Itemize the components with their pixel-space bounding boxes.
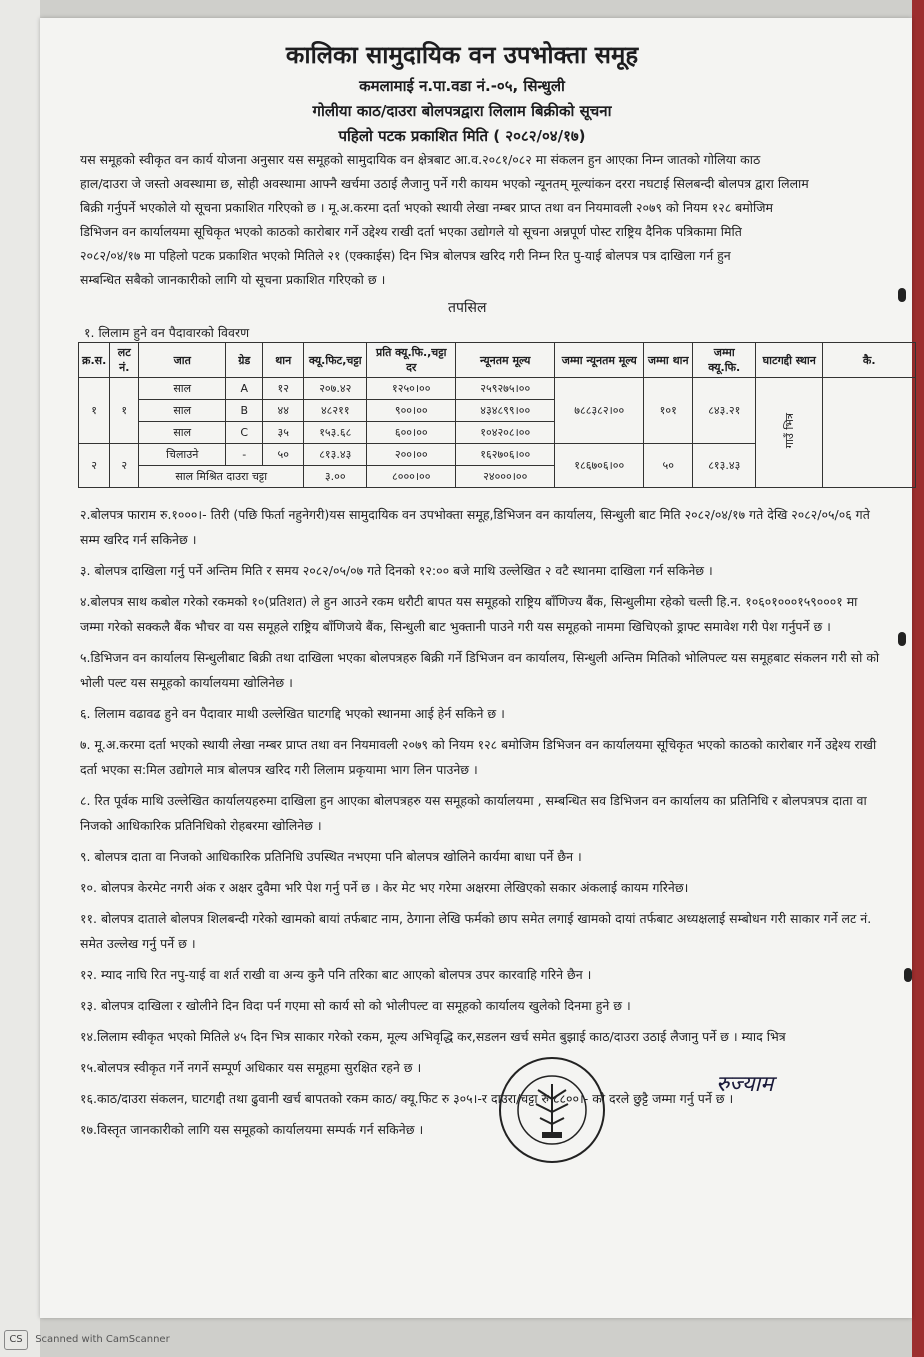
notice-title: गोलीया काठ/दाउरा बोलपत्रद्वारा लिलाम बिक्रीको सूचना	[312, 102, 612, 120]
cell-sn: १	[79, 378, 110, 444]
cell-min-price: २४०००।००	[456, 466, 555, 488]
col-species: जात	[139, 343, 226, 378]
col-grade: ग्रेड	[226, 343, 263, 378]
cell-than: ३५	[263, 422, 304, 444]
condition-item: १३. बोलपत्र दाखिला र खोलीने दिन विदा पर्न गएमा सो कार्य सो को भोलीपल्ट वा समूहको कार्यालय खुलेको दिनमा हुने छ ।	[80, 998, 631, 1013]
publish-date: पहिलो पटक प्रकाशित मिति ( २०८२/०४/१७)	[338, 127, 586, 145]
cell-total-cft: ८१३.४३	[693, 444, 756, 488]
scan-mark	[898, 632, 906, 646]
cell-min-price: १६२७०६।००	[456, 444, 555, 466]
col-remarks: कै.	[823, 343, 916, 378]
table-header-row	[79, 343, 916, 378]
condition-item: १४.लिलाम स्वीकृत भएको मितिले ४५ दिन भित्र साकार गरेको रकम, मूल्य अभिवृद्धि कर,सडलन खर्च समेत बुझाई काठ/दाउरा उठाई लैजानु पर्ने छ । म्याद भित्र	[80, 1029, 786, 1044]
col-cft: क्यू.फिट,चट्टा	[304, 343, 367, 378]
cell-total-min: ७८८३८२।००	[555, 378, 644, 444]
intro-line: २०८२/०४/१७ मा पहिलो पटक प्रकाशित भएको मितिले २१ (एक्काईस) दिन भित्र बोलपत्र खरिद गरी निम्न रित पु-याई बोलपत्र पत्र दाखिला गर्न हुन	[80, 248, 731, 263]
intro-paragraph	[80, 148, 880, 292]
cell-than: १२	[263, 378, 304, 400]
cell-cft: २०७.४२	[304, 378, 367, 400]
scan-left-edge	[0, 0, 40, 1357]
col-than: थान	[263, 343, 304, 378]
condition-item: ४.बोलपत्र साथ कबोल गरेको रकमको १०(प्रतिशत) ले हुन आउने रकम धरौटी बापत यस समूहको राष्ट्रिय बाँणिज्य बैंक, सिन्धुलीमा रहेको चल्ती हि.न. १०६०१०००१५९०००१ मा जम्मा गरेको सक्कलै बैंक भौचर वा यस समूहले राष्ट्रिय बाँणिजये बैंक, सिन्धुली बाट भुक्तानी पाउने गरी यस समूहको नाममा खिचिएको ड्राफ्ट समावेश गरी पेश गर्नुपर्ने छ ।	[80, 594, 858, 634]
org-address: कमलामाई न.पा.वडा नं.-०५, सिन्धुली	[359, 77, 565, 95]
condition-item: ३. बोलपत्र दाखिला गर्नु पर्ने अन्तिम मिति र समय २०८२/०५/०७ गते दिनको १२:०० बजे माथि उल्लेखित २ वटै स्थानमा दाखिला गर्न सकिनेछ ।	[80, 563, 713, 578]
table-row	[79, 378, 916, 400]
cell-species: साल	[139, 400, 226, 422]
scan-right-edge	[912, 0, 924, 1357]
condition-item: १५.बोलपत्र स्वीकृत गर्ने नगर्ने सम्पूर्ण अधिकार यस समूहमा सुरक्षित रहने छ ।	[80, 1060, 422, 1075]
cell-species: साल	[139, 422, 226, 444]
cell-depot	[756, 378, 823, 488]
intro-line: यस समूहको स्वीकृत वन कार्य योजना अनुसार यस समूहको सामुदायिक वन क्षेत्रबाट आ.व.२०८१/०८२ मा संकलन हुन आएका निम्न जातको गोलिया काठ	[80, 152, 761, 167]
tapsil-heading: तपसिल	[448, 300, 487, 316]
cell-total-than: ५०	[644, 444, 693, 488]
cell-lot: १	[110, 378, 139, 444]
cell-species: चिलाउने	[139, 444, 226, 466]
cell-grade: -	[226, 444, 263, 466]
scanner-footer	[4, 1330, 170, 1350]
cell-total-than: १०१	[644, 378, 693, 444]
intro-line: डिभिजन वन कार्यालयमा सूचिकृत भएको काठको कारोबार गर्ने उद्देश्य राखी दर्ता भएका उद्योगले यो सूचना अन्नपूर्ण पोस्ट राष्ट्रिय दैनिक पत्रिकामा मिति	[80, 224, 742, 239]
col-total-min: जम्मा न्यूनतम मूल्य	[555, 343, 644, 378]
scanner-footer-text: Scanned with CamScanner	[35, 1334, 170, 1345]
signature: रुज्याम	[716, 1072, 774, 1097]
cell-rate: २००।००	[367, 444, 456, 466]
condition-item: १७.विस्तृत जानकारीको लागि यस समूहको कार्यालयमा सम्पर्क गर्न सकिनेछ ।	[80, 1122, 424, 1137]
condition-item: २.बोलपत्र फाराम रु.१०००।- तिरी (पछि फिर्ता नहुनेगरी)यस सामुदायिक वन उपभोक्ता समूह,डिभिजन वन कार्यालय, सिन्धुली बाट मिति २०८२/०४/१७ गते देखि २०८२/०५/०६ गते सम्म खरिद गर्न सकिनेछ ।	[80, 507, 870, 547]
intro-line: हाल/दाउरा जे जस्तो अवस्थामा छ, सोही अवस्थामा आफ्नै खर्चमा उठाई लैजानु पर्ने गरी कायम भएको न्यूनतम् मूल्यांकन दररा नघटाई सिलबन्दी बोलपत्र द्वारा लिलाम	[80, 176, 809, 191]
cell-cft: ४८२११	[304, 400, 367, 422]
cell-rate: १२५०।००	[367, 378, 456, 400]
condition-item: ५.डिभिजन वन कार्यालय सिन्धुलीबाट बिक्री तथा दाखिला भएका बोलपत्रहरु बिक्री गर्ने डिभिजन वन कार्यालय, सिन्धुली अन्तिम मितिको भोलिपल्ट यस समूहबाट संकलन गरी सो को भोली पल्ट यस समूहको कार्यालयमा खोलिनेछ ।	[80, 650, 880, 690]
col-total-cft: जम्मा क्यू.फि.	[693, 343, 756, 378]
organization-seal-icon	[496, 1054, 608, 1166]
condition-item: १२. म्याद नाघि रित नपु-याई वा शर्त राखी वा अन्य कुनै पनि तरिका बाट आएको बोलपत्र उपर कारवाहि गरिने छैन ।	[80, 967, 592, 982]
cell-species: साल	[139, 378, 226, 400]
condition-item: ११. बोलपत्र दाताले बोलपत्र शिलबन्दी गरेको खामको बायां तर्फबाट नाम, ठेगाना लेखि फर्मको छाप समेत लगाई खामको दायां तर्फबाट अध्यक्षलाई सम्बोधन गरी साकार गर्ने लट नं. समेत उल्लेख गर्नु पर्ने छ ।	[80, 911, 872, 951]
scan-mark	[904, 968, 912, 982]
condition-item: १०. बोलपत्र केरमेट नगरी अंक र अक्षर दुवैमा भरि पेश गर्नु पर्ने छ । केर मेट भए गरेमा अक्षरमा लेखिएको सकार अंकलाई कायम गरिनेछ।	[80, 880, 689, 895]
cell-species: साल मिश्रित दाउरा चट्टा	[139, 466, 304, 488]
cell-sn: २	[79, 444, 110, 488]
cell-cft: ८१३.४३	[304, 444, 367, 466]
cell-min-price: १०४२०८।००	[456, 422, 555, 444]
cell-rate: ८०००।००	[367, 466, 456, 488]
col-lot: लट नं.	[110, 343, 139, 378]
condition-item: ७. मू.अ.करमा दर्ता भएको स्थायी लेखा नम्बर प्राप्त तथा वन नियमावली २०७९ को नियम १२८ बमोजिम डिभिजन वन कार्यालयमा सूचिकृत भएको काठको कारोबार गर्ने उद्देश्य राखी दर्ता भएका स:मिल उद्योगले मात्र बोलपत्र खरिद गरी लिलाम प्रकृयामा भाग लिन पाउनेछ ।	[80, 737, 877, 777]
lot-table	[78, 342, 916, 488]
depot-value: गाउँ भित्र	[782, 413, 796, 449]
scan-mark	[898, 288, 906, 302]
condition-item: ८. रित पूर्वक माथि उल्लेखित कार्यालयहरुमा दाखिला हुन आएका बोलपत्रहरु यस समूहको कार्यालयमा , सम्बन्धित सव डिभिजन वन कार्यालय का प्रतिनिधि र बोलपत्रपत्र दाता वा निजको आधिकारिक प्रतिनिधिको रोहबरमा खोलिनेछ ।	[80, 793, 867, 833]
cell-than: ४४	[263, 400, 304, 422]
cell-grade: A	[226, 378, 263, 400]
condition-item: ९. बोलपत्र दाता वा निजको आधिकारिक प्रतिनिधि उपस्थित नभएमा पनि बोलपत्र खोलिने कार्यमा बाधा पर्ने छैन ।	[80, 849, 582, 864]
cell-grade: B	[226, 400, 263, 422]
org-name: कालिका सामुदायिक वन उपभोक्ता समूह	[285, 41, 639, 69]
col-sn: क्र.स.	[79, 343, 110, 378]
condition-item: १६.काठ/दाउरा संकलन, घाटगद्दी तथा ढुवानी खर्च बापतको रकम काठ/ क्यू.फिट रु ३०५।-र दाउरा/चट्टा रु ८८००।- को दरले छुट्टै जम्मा गर्नु पर्ने छ ।	[80, 1091, 734, 1106]
camscanner-logo-icon: CS	[4, 1330, 28, 1350]
col-total-than: जम्मा थान	[644, 343, 693, 378]
cell-rate: ९००।००	[367, 400, 456, 422]
cell-min-price: ४३४८९९।००	[456, 400, 555, 422]
cell-rate: ६००।००	[367, 422, 456, 444]
conditions-list	[80, 502, 885, 1148]
cell-lot: २	[110, 444, 139, 488]
cell-remarks	[823, 378, 916, 488]
cell-cft: ३.००	[304, 466, 367, 488]
cell-total-cft: ८४३.२१	[693, 378, 756, 444]
cell-cft: १५३.६८	[304, 422, 367, 444]
cell-than: ५०	[263, 444, 304, 466]
col-depot: घाटगद्दी स्थान	[756, 343, 823, 378]
cell-min-price: २५९२७५।००	[456, 378, 555, 400]
intro-line: बिक्री गर्नुपर्ने भएकोले यो सूचना प्रकाशित गरिएको छ । मू.अ.करमा दर्ता भएको स्थायी लेखा नम्बर प्राप्त तथा वन नियमावली २०७९ को नियम १२८ बमोजिम	[80, 200, 774, 215]
intro-line: सम्बन्धित सबैको जानकारीको लागि यो सूचना प्रकाशित गरिएको छ ।	[80, 272, 386, 287]
col-min-price: न्यूनतम मूल्य	[456, 343, 555, 378]
cell-total-min: १८६७०६।००	[555, 444, 644, 488]
col-rate: प्रति क्यू.फि.,चट्टा दर	[367, 343, 456, 378]
condition-item: ६. लिलाम वढावढ हुने वन पैदावार माथी उल्लेखित घाटगद्दि भएको स्थानमा आई हेर्न सकिने छ ।	[80, 706, 505, 721]
table-subtitle: १. लिलाम हुने वन पैदावारको विवरण	[84, 325, 250, 340]
cell-grade: C	[226, 422, 263, 444]
